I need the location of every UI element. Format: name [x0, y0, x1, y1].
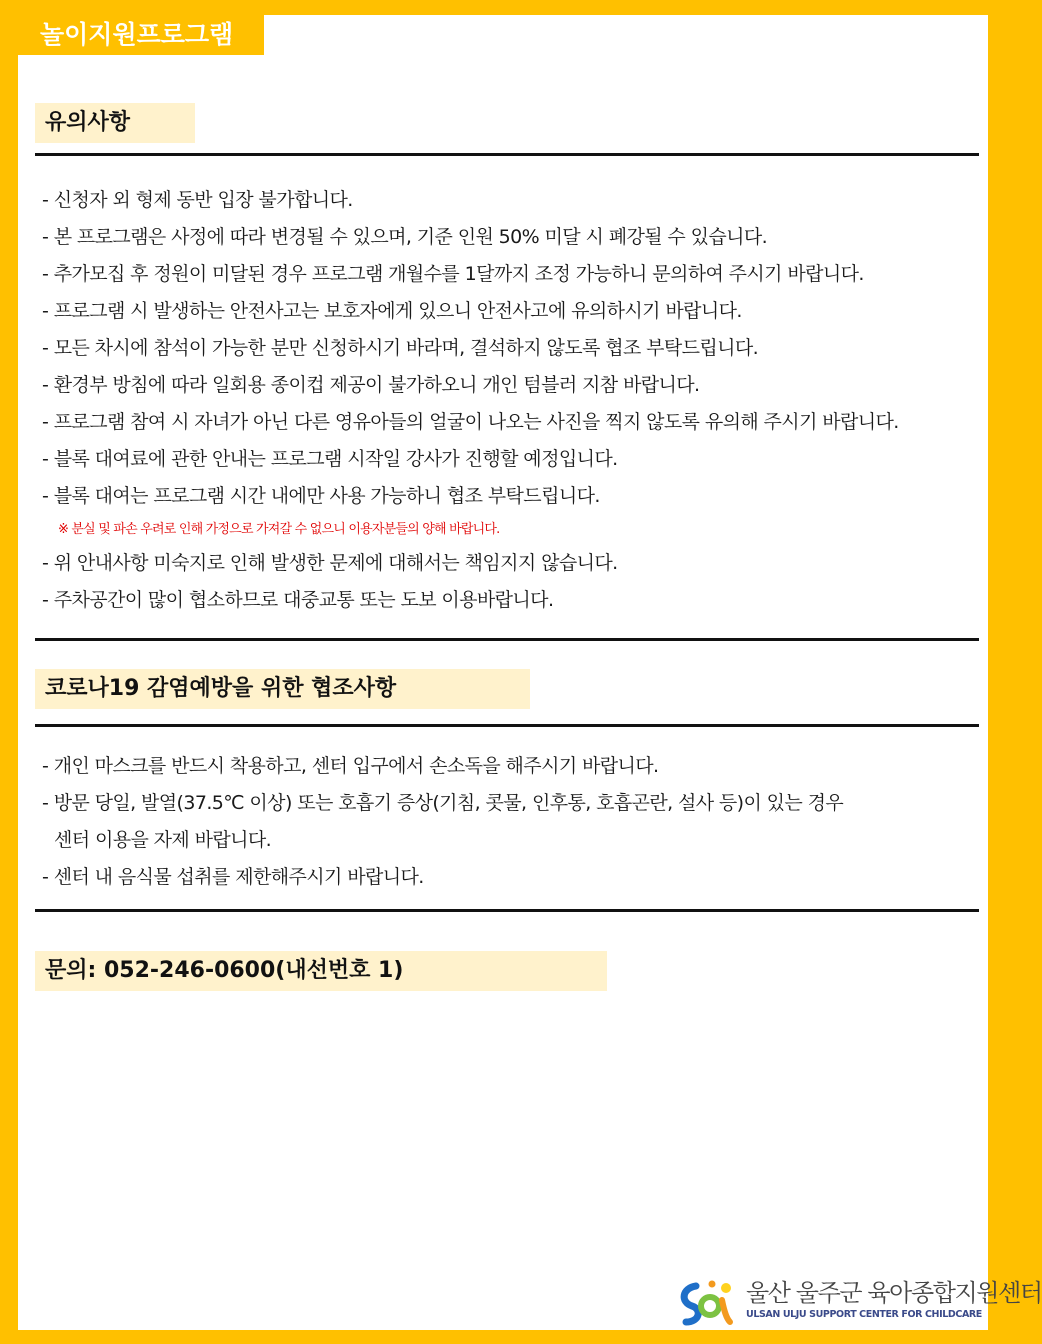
list-item: - 프로그램 참여 시 자녀가 아닌 다른 영유아들의 얼굴이 나오는 사진을 찍지 않도록 유의해 주시기 바랍니다. [42, 411, 899, 433]
program-tab: 놀이지원프로그램 [18, 15, 264, 55]
list-item: - 모든 차시에 참석이 가능한 분만 신청하시기 바라며, 결석하지 않도록 협조 부탁드립니다. [42, 337, 759, 359]
covid-list [42, 748, 843, 896]
notice-list [42, 182, 899, 619]
list-item: - 개인 마스크를 반드시 착용하고, 센터 입구에서 손소독을 해주시기 바랍니다. [42, 755, 659, 777]
list-item: - 프로그램 시 발생하는 안전사고는 보호자에게 있으니 안전사고에 유의하시기 바랍니다. [42, 300, 742, 322]
divider [35, 638, 979, 641]
list-item: - 블록 대여는 프로그램 시간 내에만 사용 가능하니 협조 부탁드립니다. [42, 485, 600, 507]
divider [35, 153, 979, 156]
covid-title: 코로나19 감염예방을 위한 협조사항 [35, 669, 530, 709]
center-logo [676, 1276, 1042, 1330]
warning-note: ※ 분실 및 파손 우려로 인해 가정으로 가져갈 수 없으니 이용자분들의 양해 바랍니다. [58, 522, 500, 537]
contact-info: 문의: 052-246-0600(내선번호 1) [35, 951, 607, 991]
list-item: - 주차공간이 많이 협소하므로 대중교통 또는 도보 이용바랍니다. [42, 589, 554, 611]
center-logo-icon [676, 1276, 740, 1330]
list-item: - 환경부 방침에 따라 일회용 종이컵 제공이 불가하오니 개인 텀블러 지참 바랍니다. [42, 374, 700, 396]
list-item: - 블록 대여료에 관한 안내는 프로그램 시작일 강사가 진행할 예정입니다. [42, 448, 618, 470]
list-item: - 위 안내사항 미숙지로 인해 발생한 문제에 대해서는 책임지지 않습니다. [42, 552, 618, 574]
divider [35, 724, 979, 727]
divider [35, 909, 979, 912]
list-item: - 본 프로그램은 사정에 따라 변경될 수 있으며, 기준 인원 50% 미달 시 폐강될 수 있습니다. [42, 226, 768, 248]
list-item: - 추가모집 후 정원이 미달된 경우 프로그램 개월수를 1달까지 조정 가능하니 문의하여 주시기 바랍니다. [42, 263, 864, 285]
logo-title: 울산 울주군 육아종합지원센터 [746, 1279, 1042, 1307]
notice-title: 유의사항 [35, 103, 195, 143]
list-item: - 센터 내 음식물 섭취를 제한해주시기 바랍니다. [42, 866, 424, 888]
list-item: 센터 이용을 자제 바랍니다. [54, 829, 272, 851]
logo-subtitle: ULSAN ULJU SUPPORT CENTER FOR CHILDCARE [746, 1309, 982, 1320]
list-item: - 방문 당일, 발열(37.5℃ 이상) 또는 호흡기 증상(기침, 콧물, 인후통, 호흡곤란, 설사 등)이 있는 경우 [42, 792, 844, 814]
list-item: - 신청자 외 형제 동반 입장 불가합니다. [42, 189, 353, 211]
